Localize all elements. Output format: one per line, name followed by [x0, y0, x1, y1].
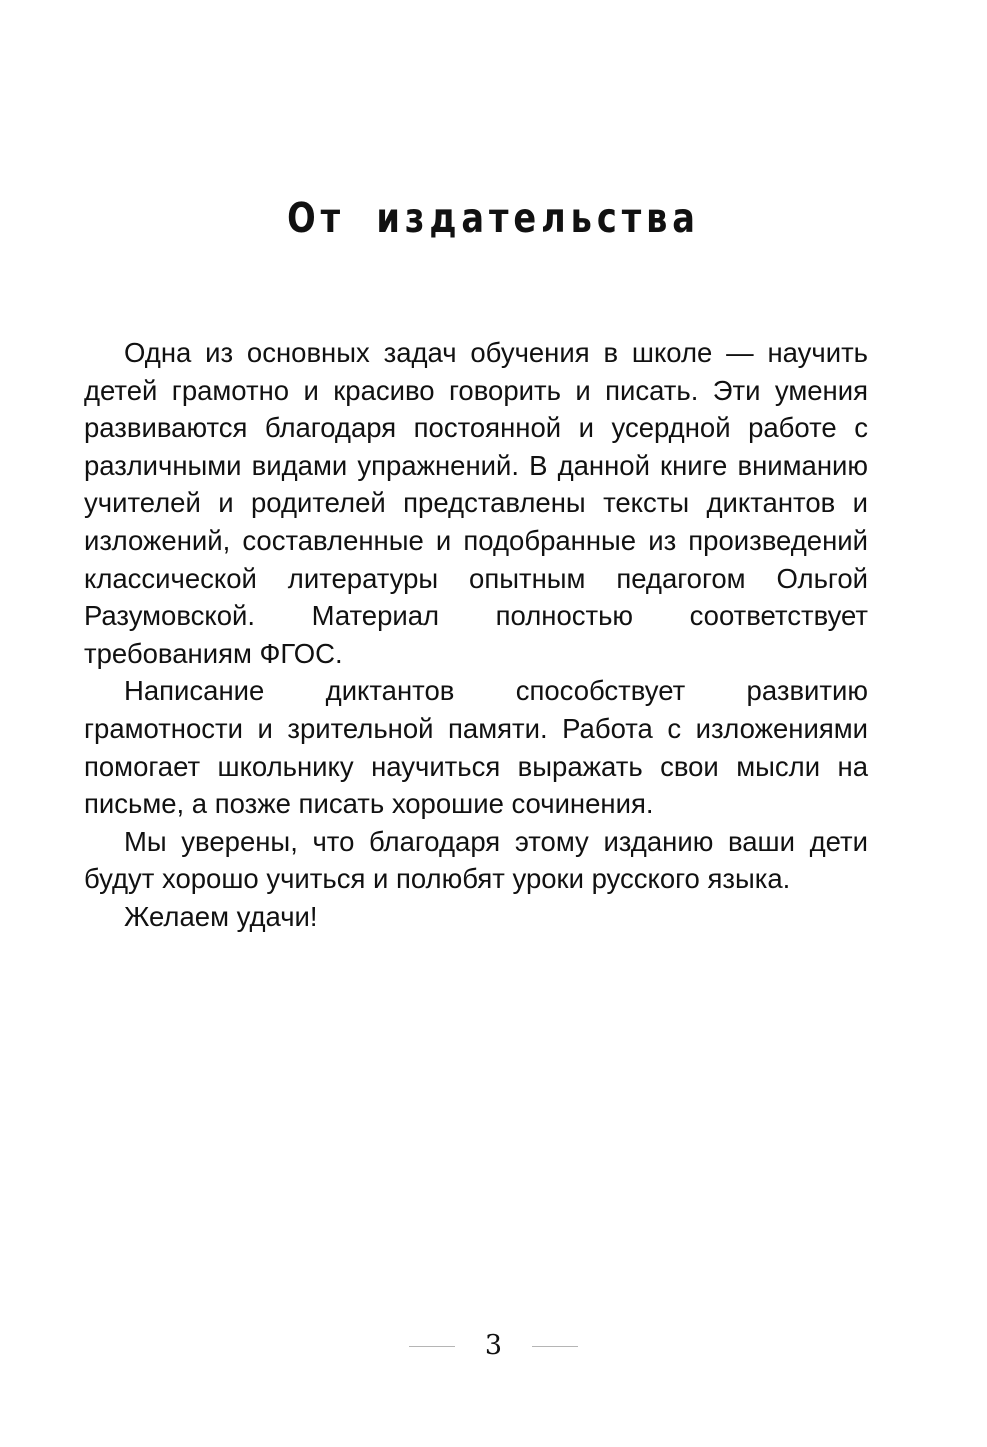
paragraph-dictations: Написание диктантов способствует развитию грамотности и зрительной памяти. Работа с изложениями помогает школьнику научиться выражать свои мысли на письме, а позже писать хорошие сочинения. [84, 675, 868, 820]
paragraph-wishes: Мы уверены, что благодаря этому изданию ваши дети будут хорошо учиться и полюбят уроки русского языка. [84, 825, 868, 895]
paragraph-closing: Желаем удачи! [124, 900, 318, 932]
footer-rule-left [409, 1346, 455, 1347]
paragraph-intro: Одна из основных задач обучения в школе — научить детей грамотно и красиво говорить и писать. Эти умения развиваются благодаря постоянной и усердной работе с различными видами упражнений. В данной книге вниманию учителей и родителей представлены тексты диктантов и изложений, составленные и подобранные из произведений классической литературы опытным педагогом Ольгой Разумовской. Материал полностью соответствует требованиям ФГОС. [84, 337, 868, 669]
page-number: 3 [484, 1330, 503, 1361]
footer-rule-right [532, 1346, 578, 1347]
page-footer [0, 1326, 987, 1366]
body-text [84, 334, 868, 936]
page-title: От издательства [287, 194, 700, 242]
